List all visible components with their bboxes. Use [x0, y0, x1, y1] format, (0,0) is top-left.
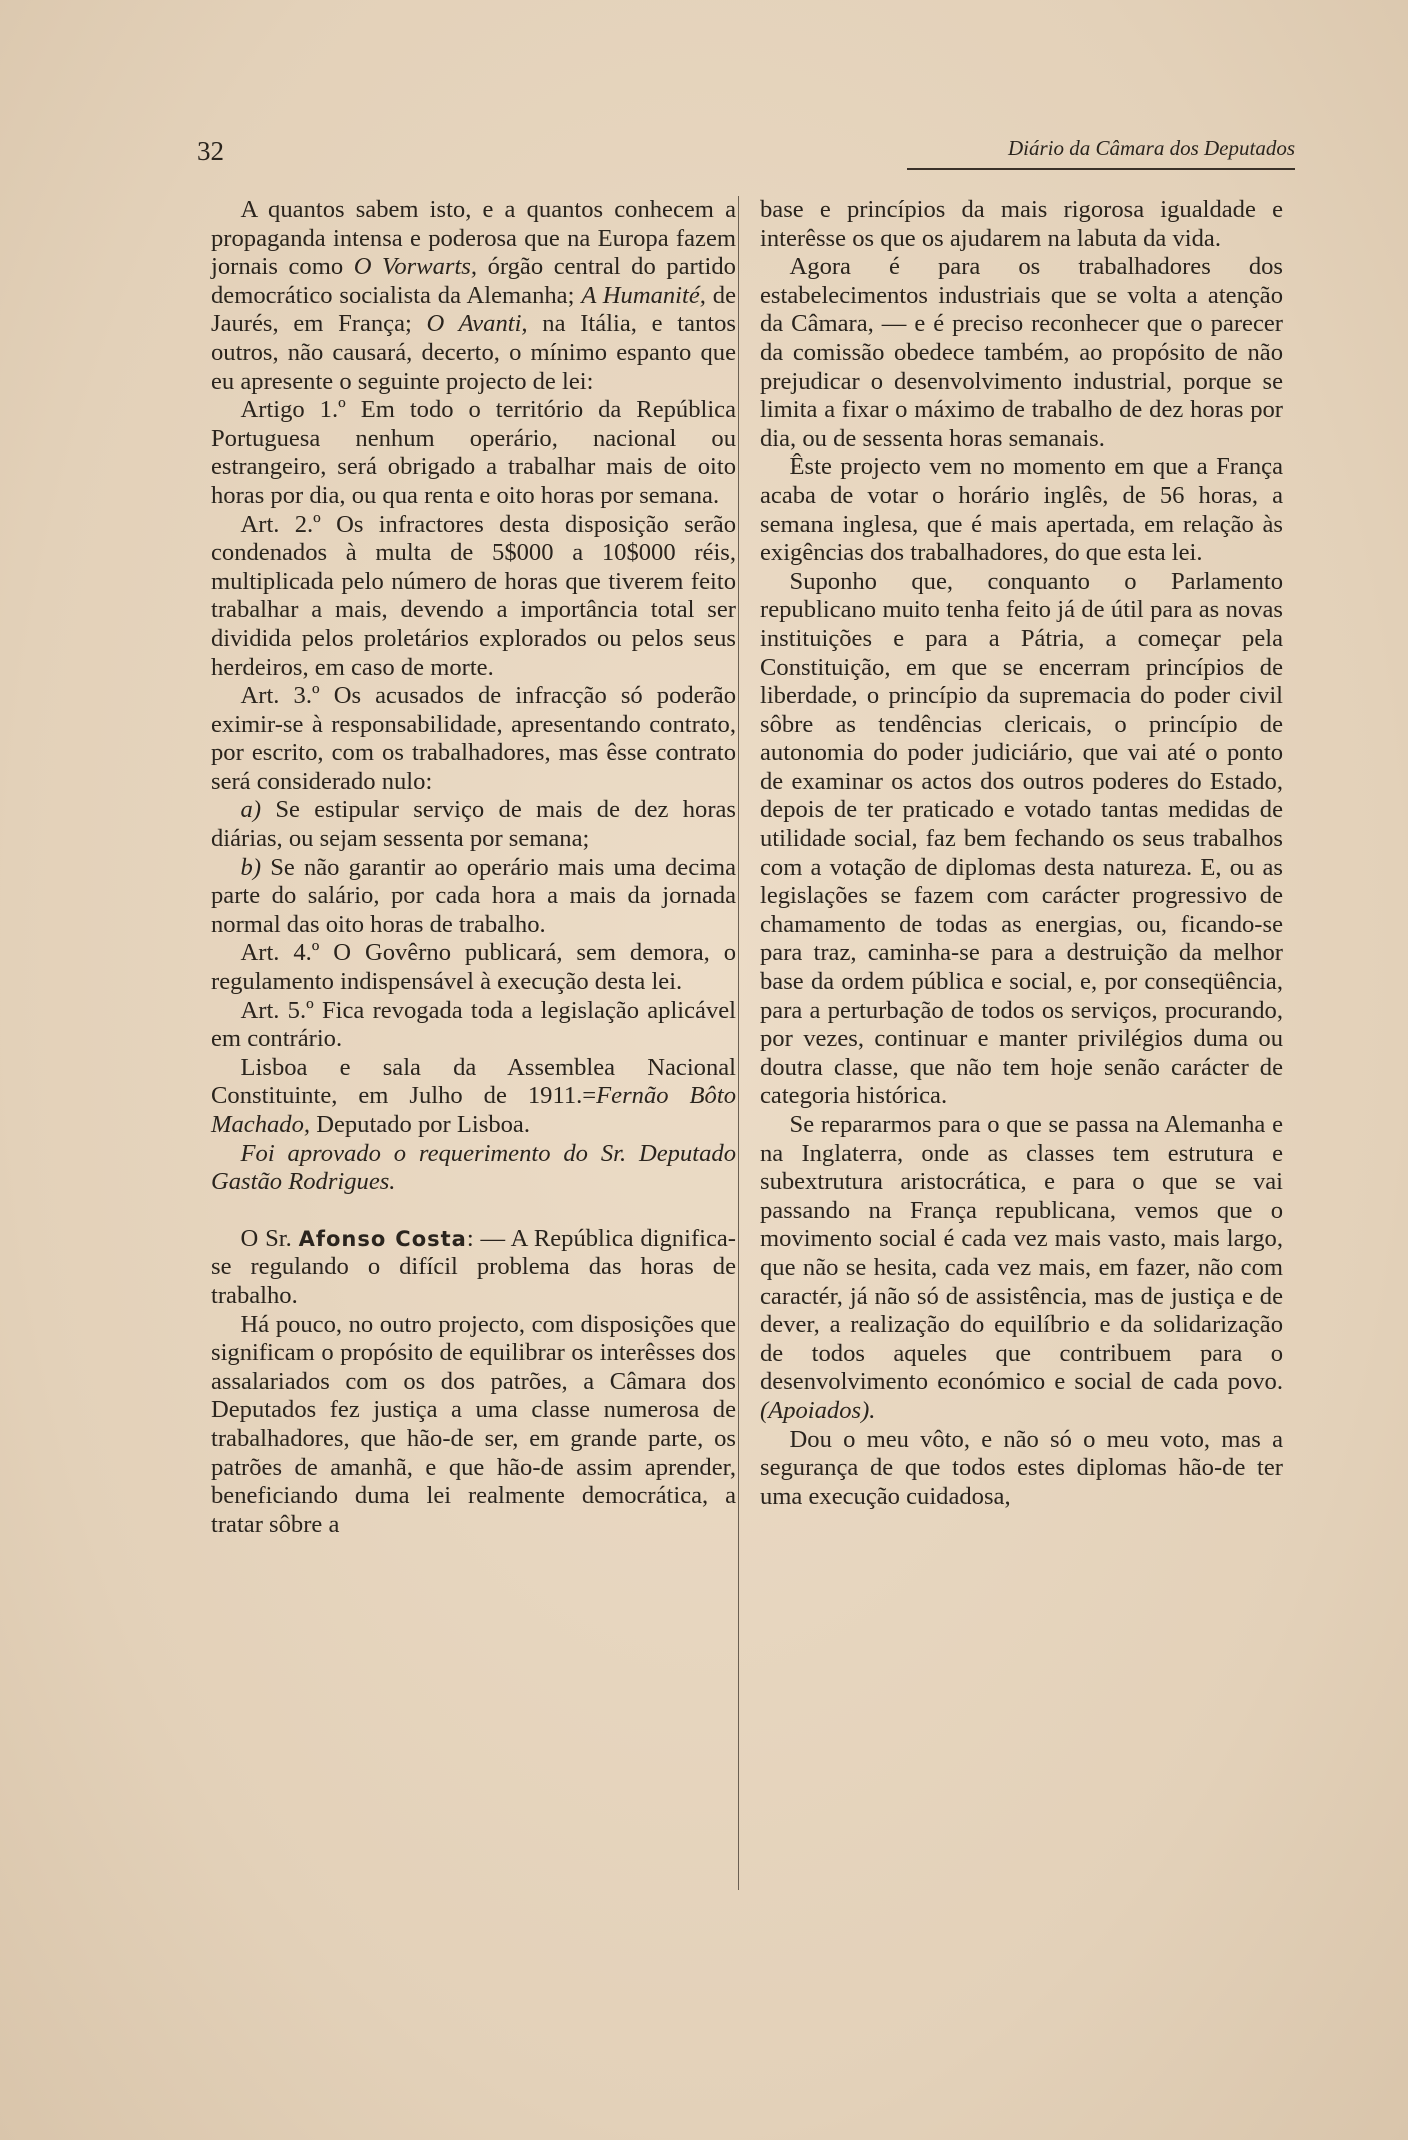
- paragraph: Se repararmos para o que se passa na Alemanha e na Inglaterra, onde as classes tem estrutura e subextrutura aristocrática, e para o que se vai passando na França republicana, vemos que o movimento social é cada vez mais vasto, mais largo, que não se hesita, cada vez mais, em fazer, não com caractér, já não só de assistência, mas de justiça e de dever, a realização do equilíbrio e da solidarização de todos aqueles que contribuem para o desenvolvimento económico e social de cada povo. (Apoiados).: [760, 1111, 1283, 1424]
- column-divider: [738, 196, 739, 1890]
- header-rule: [907, 168, 1295, 170]
- item-a: a) Se estipular serviço de mais de dez horas diárias, ou sejam sessenta por semana;: [211, 796, 736, 853]
- article-2: Art. 2.º Os infractores desta disposição serão condenados à multa de 5$000 a 10$000 réis, multiplicada pelo número de horas que tiverem feito trabalhar a mais, devendo a importância total ser dividida pelos proletários explorados ou pelos seus herdeiros, em caso de morte.: [211, 510, 736, 681]
- page-number: 32: [197, 136, 224, 166]
- intro-paragraph: A quantos sabem isto, e a quantos conhecem a propaganda intensa e poderosa que na Europa fazem jornais como O Vorwarts, órgão central do partido democrático socialista da Alemanha; A Humanité, de Jaurés, em França; O Avanti, na Itália, e tantos outros, não causará, decerto, o mínimo espanto que eu apresente o seguinte projecto de lei:: [211, 196, 736, 395]
- paragraph: Suponho que, conquanto o Parlamento republicano muito tenha feito já de útil para as novas instituições e para a Pátria, a começar pela Constituição, em que se encerram princípios de liberdade, o princípio da supremacia do poder civil sôbre as tendências clericais, o princípio de autonomia do poder judiciário, que vai até o ponto de examinar os actos dos outros poderes do Estado, depois de ter praticado e votado tantas medidas de utilidade social, faz bem fechando os seus trabalhos com a votação de diplomas desta natureza. E, ou as legislações se fazem com carácter progressivo de chamamento de todas as energias, ou, ficando-se para traz, caminha-se para a destruição da melhor base da ordem pública e social, e, por conseqüência, para a perturbação de todos os serviços, procurando, por vezes, continuar e manter privilégios duma ou doutra classe, que não tem hoje senão carácter de categoria histórica.: [760, 567, 1283, 1110]
- speech-opening: O Sr. Afonso Costa: — A República dignifica-se regulando o difícil problema das horas de trabalho.: [211, 1224, 736, 1309]
- continued-paragraph: base e princípios da mais rigorosa igualdade e interêsse os que os ajudarem na labuta da vida.: [760, 196, 1283, 252]
- article-3: Art. 3.º Os acusados de infracção só poderão eximir-se à responsabilidade, apresentando contrato, por escrito, com os trabalhadores, mas êsse contrato será considerado nulo:: [211, 682, 736, 795]
- item-b: b) Se não garantir ao operário mais uma decima parte do salário, por cada hora a mais da jornada normal das oito horas de trabalho.: [211, 853, 736, 938]
- signature-line: Lisboa e sala da Assemblea Nacional Constituinte, em Julho de 1911.=Fernão Bôto Machado, Deputado por Lisboa.: [211, 1053, 736, 1138]
- running-title: Diário da Câmara dos Deputados: [1007, 136, 1295, 160]
- speaker-name: Afonso Costa: [298, 1226, 467, 1251]
- right-column: [760, 196, 1283, 1511]
- page-header: [197, 136, 1295, 170]
- left-column: [211, 196, 736, 1539]
- paragraph: Dou o meu vôto, e não só o meu voto, mas a segurança de que todos estes diplomas hão-de ter uma execução cuidadosa,: [760, 1425, 1283, 1510]
- paragraph: Agora é para os trabalhadores dos estabelecimentos industriais que se volta a atenção da Câmara, — e é preciso reconhecer que o parecer da comissão obedece também, ao propósito de não prejudicar o desenvolvimento industrial, porque se limita a fixar o máximo de trabalho de dez horas por dia, ou de sessenta horas semanais.: [760, 253, 1283, 452]
- article-5: Art. 5.º Fica revogada toda a legislação aplicável em contrário.: [211, 996, 736, 1053]
- paragraph: Êste projecto vem no momento em que a França acaba de votar o horário inglês, de 56 horas, a semana inglesa, que é mais apertada, em relação às exigências dos trabalhadores, do que esta lei.: [760, 453, 1283, 567]
- article-4: Art. 4.º O Govêrno publicará, sem demora, o regulamento indispensável à execução desta lei.: [211, 939, 736, 996]
- speech-paragraph: Há pouco, no outro projecto, com disposições que significam o propósito de equilibrar os interêsses dos assalariados com os dos patrões, a Câmara dos Deputados fez justiça a uma classe numerosa de trabalhadores, que hão-de ser, em grande parte, os patrões de amanhã, e que hão-de assim aprender, beneficiando duma lei realmente democrática, a tratar sôbre a: [211, 1310, 736, 1538]
- article-1: Artigo 1.º Em todo o território da República Portuguesa nenhum operário, nacional ou estrangeiro, será obrigado a trabalhar mais de oito horas por dia, ou qua renta e oito horas por semana.: [211, 396, 736, 509]
- approval-note: Foi aprovado o requerimento do Sr. Deputado Gastão Rodrigues.: [211, 1139, 736, 1196]
